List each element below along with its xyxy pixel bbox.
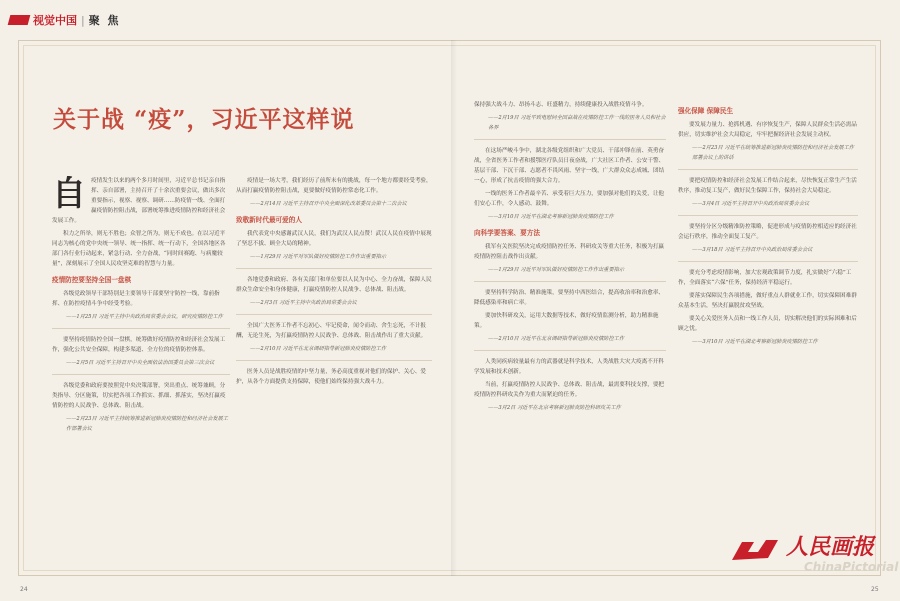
site-logo-icon bbox=[8, 15, 31, 25]
top-bar bbox=[0, 0, 900, 40]
paragraph: 保持强大战斗力、昂扬斗志、旺盛精力，持续健康投入战胜疫情斗争。 bbox=[474, 102, 648, 108]
paragraph: 医务人员是战胜疫情的中坚力量，务必高度重视对他们的保护、关心、爱护，从各个方面提供支持保障，使他们始终保持强大战斗力。 bbox=[236, 369, 427, 385]
brand-watermark bbox=[728, 530, 899, 582]
source-note: ——2月10日 习近平在北京调研指导新冠肺炎疫情防控工作 bbox=[488, 336, 625, 342]
source-note: ——3月10日 习近平在湖北考察新冠肺炎疫情防控工作 bbox=[488, 214, 614, 220]
source-note: ——1月29日 习近平对军队做好疫情防控工作作出重要指示 bbox=[250, 254, 387, 260]
source-note: ——3月2日 习近平在北京考察新冠肺炎防控科研攻关工作 bbox=[488, 405, 621, 411]
page-number-left: 24 bbox=[20, 586, 28, 593]
source-note: ——3月4日 习近平主持召开中央政治局常委会会议 bbox=[692, 201, 810, 207]
site-logo[interactable] bbox=[9, 12, 121, 28]
page-number-right: 25 bbox=[871, 586, 879, 593]
paragraph: 要坚持分区分级精准防控策略，促进形成与疫情防控相适应的经济社会运行秩序，推动全面复工复产。 bbox=[678, 224, 857, 240]
paragraph: 要充分考虑疫情影响，加大宏观政策调节力度，扎实做好“六稳”工作，全面落实“六保”任务，保持经济平稳运行。 bbox=[678, 270, 852, 286]
intro-paragraph-1: 疫情发生以来的两个多月时间里，习近平总书记亲自指挥、亲自部署，主持召开了十余次重要会议，做出多次重要指示，视察、视察、调研……防疫情一线、全面打赢疫情防控阻击战，部署统筹推进疫情防控和经济社会发展工作。 bbox=[52, 178, 226, 224]
article-column-2 bbox=[236, 176, 432, 556]
divider bbox=[474, 139, 666, 140]
divider bbox=[678, 169, 858, 170]
logo-separator: | bbox=[81, 13, 85, 27]
section-heading-1: 疫情防控要坚持全国一盘棋 bbox=[52, 276, 132, 284]
source-note: ——2月3日 习近平主持中央政治局常委会会议 bbox=[250, 300, 357, 306]
paragraph: 要坚持科学防治、精准施策，要坚持中西医结合，提高收治率和治愈率、降低感染率和病亡率。 bbox=[474, 290, 665, 306]
source-note: ——2月10日 习近平在北京调研指导新冠肺炎疫情防控工作 bbox=[250, 346, 387, 352]
article-column-1 bbox=[52, 176, 230, 556]
source-note: ——2月23日 习近平在统筹推进新冠肺炎疫情防控和经济社会发展工作部署会议上的讲话 bbox=[692, 145, 854, 161]
divider bbox=[52, 328, 230, 329]
paragraph: 各地党委和政府、各有关部门和单位要以人民为中心、全力奋战，保障人民群众生命安全和身体健康，打赢疫情防控人民战争、总体战、阻击战。 bbox=[236, 277, 432, 293]
article-title: 关于战 “疫”，习近平这样说 bbox=[53, 106, 355, 133]
divider bbox=[678, 261, 858, 262]
brand-english-name: ChinaPictorial bbox=[804, 560, 899, 574]
article-intro bbox=[52, 176, 230, 226]
divider bbox=[52, 374, 230, 375]
paragraph: 要发展力量力、抢抓机遇、有序恢复生产，保障人民群众生活必需品供应，切实维护社会大局稳定，牢牢把握经济社会发展主动权。 bbox=[678, 122, 857, 138]
page-fold bbox=[451, 40, 457, 576]
source-note: ——3月10日 习近平在湖北考察新冠肺炎疫情防控工作 bbox=[692, 339, 818, 345]
brand-logo-icon bbox=[728, 536, 782, 566]
source-note: ——2月23日 习近平主持统筹推进新冠肺炎疫情防控和经济社会发展工作部署会议 bbox=[66, 416, 228, 432]
paragraph: 要把疫情防控和经济社会发展工作结合起来，尽快恢复正常生产生活秩序，推动复工复产，做好民生保障工作，保持社会大局稳定。 bbox=[678, 178, 857, 194]
source-note: ——2月14日 习近平主持召开中央全面深化改革委员会第十二次会议 bbox=[250, 201, 407, 207]
section-name: 聚 焦 bbox=[88, 14, 121, 27]
section-heading-2: 致敬新时代最可爱的人 bbox=[236, 216, 302, 224]
site-name: 视觉中国 bbox=[33, 14, 77, 27]
divider bbox=[474, 281, 666, 282]
divider bbox=[236, 360, 432, 361]
intro-paragraph-2: 积力之所举，则无不胜也；众智之所为，则无不成也。在以习近平同志为核心的党中央统一领导、统一指挥、统一行动下，全国各地区各部门各行业行动起来，紧急行动、全力奋战，“同时间赛跑、与病魔较量”，深刻展示了全国人民攻坚克难的智慧与力量。 bbox=[52, 231, 226, 267]
source-note: ——2月19日 习近平致电慰问全国奋战在疫情防控工作一线的医务人员和社会各界 bbox=[488, 115, 666, 131]
paragraph: 要坚持疫情防控全国一盘棋，统筹做好疫情防控和经济社会发展工作，强化公共安全保障，构建多渠道、全方位的疫情防控体系。 bbox=[52, 337, 226, 353]
paragraph: 全国广大医务工作者不忘初心、牢记使命，闻令而动、舍生忘死，不计报酬，无论生死，为打赢疫情防控人民战争、总体战、阻击战作出了重大贡献。 bbox=[236, 323, 427, 339]
source-note: ——3月18日 习近平主持召开中央政治局常委会会议 bbox=[692, 247, 813, 253]
paragraph: 各级党政领导干部特别是主要领导干部要坚守防控一线，靠前指挥、在防控疫情斗争中经受考验。 bbox=[52, 291, 220, 307]
divider bbox=[236, 314, 432, 315]
paragraph: 各级党委和政府要按照党中央决策部署，突出重点、统筹兼顾，分类指导、分区施策，切实把各项工作抓实、抓细、抓落实，坚决打赢疫情防控的人民战争、总体战、阻击战。 bbox=[52, 383, 226, 409]
divider bbox=[236, 268, 432, 269]
divider bbox=[474, 350, 666, 351]
paragraph: 要加快科研攻关，运用大数据等技术，做好疫情监测分析，助力精准施策。 bbox=[474, 313, 659, 329]
paragraph: 当前，打赢疫情防控人民战争、总体战、阻击战，最需要科技支撑，要把疫情防控科研攻关作为重大而紧迫的任务。 bbox=[474, 382, 665, 398]
paragraph: 疫情是一场大考，我们经历了前所未有的挑战，每一个地方都要经受考验，从而打赢疫情防控阻击战，更要做好疫情防控常态化工作。 bbox=[236, 178, 432, 194]
paragraph: 人类同疾病较量最有力的武器就是科学技术，人类战胜大灾大疫离不开科学发展和技术创新。 bbox=[474, 359, 665, 375]
source-note: ——2月5日 习近平主持召开中央全面依法治国委员会第三次会议 bbox=[66, 360, 215, 366]
article-column-3 bbox=[474, 100, 666, 556]
article-column-4 bbox=[678, 100, 858, 530]
brand-name: 人民画报 bbox=[786, 534, 875, 560]
paragraph: 一线的医务工作者最辛苦、承受着巨大压力，要加强对他们的关爱，让他们安心工作，令人感动、鼓舞。 bbox=[474, 191, 665, 207]
section-heading-3: 向科学要答案、要方法 bbox=[474, 229, 540, 237]
paragraph: 要关心关爱医务人员和一线工作人员，切实解决他们的实际困难和后顾之忧。 bbox=[678, 316, 857, 332]
paragraph: 我军有关医院坚决完成疫情防控任务、科研攻关等重大任务，积极为打赢疫情防控阻击战作出贡献。 bbox=[474, 244, 665, 260]
source-note: ——1月29日 习近平对军队做好疫情防控工作作出重要指示 bbox=[488, 267, 625, 273]
section-heading-4: 强化保障 保障民生 bbox=[678, 107, 734, 115]
divider bbox=[678, 215, 858, 216]
paragraph: 我代表党中央感谢武汉人民，我们为武汉人民点赞！武汉人民在疫情中展现了坚忍不拔、顾全大局的精神。 bbox=[236, 231, 432, 247]
source-note: ——1月25日 习近平主持中央政治局常委会会议，研究疫情防控工作 bbox=[66, 314, 223, 320]
drop-cap: 自 bbox=[52, 176, 86, 214]
paragraph: 要落实保障民生各项措施，做好重点人群就业工作，切实保障困难群众基本生活，坚决打赢脱贫攻坚战。 bbox=[678, 293, 857, 309]
paragraph: 在这场严峻斗争中，湖北各级党组织和广大党员、干部冲锋在前、英勇奋战，全省医务工作者和援鄂医疗队员日夜奋战，广大社区工作者、公安干警、基层干部、下沉干部、志愿者不畏风雨、坚守一线，广大群众众志成城、团结一心，形成了抗击疫情的强大合力。 bbox=[474, 148, 665, 184]
